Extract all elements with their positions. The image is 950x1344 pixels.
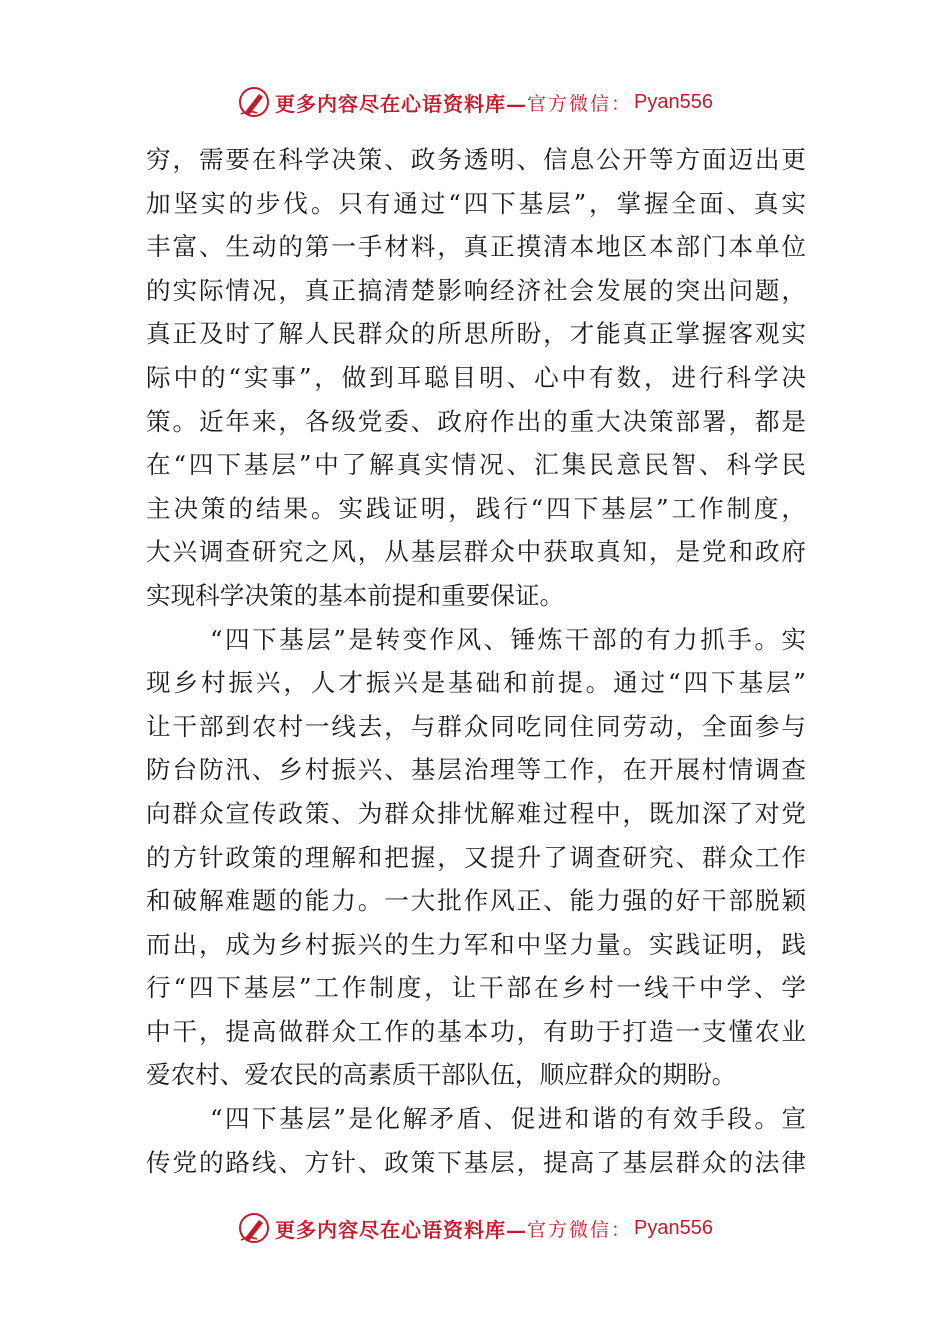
text-line: 穷，需要在科学决策、政务透明、信息公开等方面迈出更 <box>146 145 806 174</box>
text-line: 际中的“实事”，做到耳聪目明、心中有数，进行科学决 <box>146 362 806 392</box>
text-line: 大兴调查研究之风，从基层群众中获取真知，是党和政府 <box>146 537 806 567</box>
text-line: 实现科学决策的基本前提和重要保证。 <box>146 580 565 610</box>
footer-banner-text: 更多内容尽在心语资料库— <box>275 1217 527 1242</box>
header-wechat-label: 官方微信： <box>527 92 633 115</box>
header-banner <box>0 82 950 122</box>
text-line: 防台防汛、乡村振兴、基层治理等工作，在开展村情调查 <box>146 755 806 785</box>
header-banner-text: 更多内容尽在心语资料库— <box>275 91 527 116</box>
text-line: 的实际情况，真正搞清楚影响经济社会发展的突出问题， <box>146 275 806 305</box>
footer-wechat-label: 官方微信： <box>527 1218 633 1241</box>
document-body <box>146 138 806 1184</box>
text-line: 和破解难题的能力。一大批作风正、能力强的好干部脱颖 <box>146 886 806 916</box>
text-line: 现乡村振兴，人才振兴是基础和前提。通过“四下基层” <box>146 668 806 698</box>
footer-wechat-id: Pyan556 <box>634 1216 713 1239</box>
text-line: 而出，成为乡村振兴的生力军和中坚力量。实践证明，践 <box>146 929 806 959</box>
text-line: 爱农村、爱农民的高素质干部队伍，顺应群众的期盼。 <box>146 1060 737 1090</box>
text-line: 丰富、生动的第一手材料，真正摸清本地区本部门本单位 <box>146 232 806 262</box>
text-line: 让干部到农村一线去，与群众同吃同住同劳动，全面参与 <box>146 711 806 741</box>
text-line: 中干，提高做群众工作的基本功，有助于打造一支懂农业 <box>146 1016 806 1046</box>
text-line: 加坚实的步伐。只有通过“四下基层”，掌握全面、真实 <box>146 188 806 218</box>
paragraph-start-line: “四下基层”是化解矛盾、促进和谐的有效手段。宣 <box>210 1104 806 1134</box>
text-line: 主决策的结果。实践证明，践行“四下基层”工作制度， <box>146 493 806 523</box>
text-line: 行“四下基层”工作制度，让干部在乡村一线干中学、学 <box>146 973 806 1003</box>
header-wechat-id: Pyan556 <box>634 90 713 113</box>
text-line: 真正及时了解人民群众的所思所盼，才能真正掌握客观实 <box>146 319 806 349</box>
text-line: 在“四下基层”中了解真实情况、汇集民意民智、科学民 <box>146 450 806 480</box>
pen-logo-icon <box>237 85 271 119</box>
text-line: 策。近年来，各级党委、政府作出的重大决策部署，都是 <box>146 406 806 436</box>
footer-banner <box>0 1208 950 1248</box>
pen-logo-icon <box>237 1211 271 1245</box>
text-line: 的方针政策的理解和把握，又提升了调查研究、群众工作 <box>146 842 806 872</box>
text-line: 向群众宣传政策、为群众排忧解难过程中，既加深了对党 <box>146 798 806 828</box>
paragraph-start-line: “四下基层”是转变作风、锤炼干部的有力抓手。实 <box>210 624 806 654</box>
text-line: 传党的路线、方针、政策下基层，提高了基层群众的法律 <box>146 1147 806 1177</box>
